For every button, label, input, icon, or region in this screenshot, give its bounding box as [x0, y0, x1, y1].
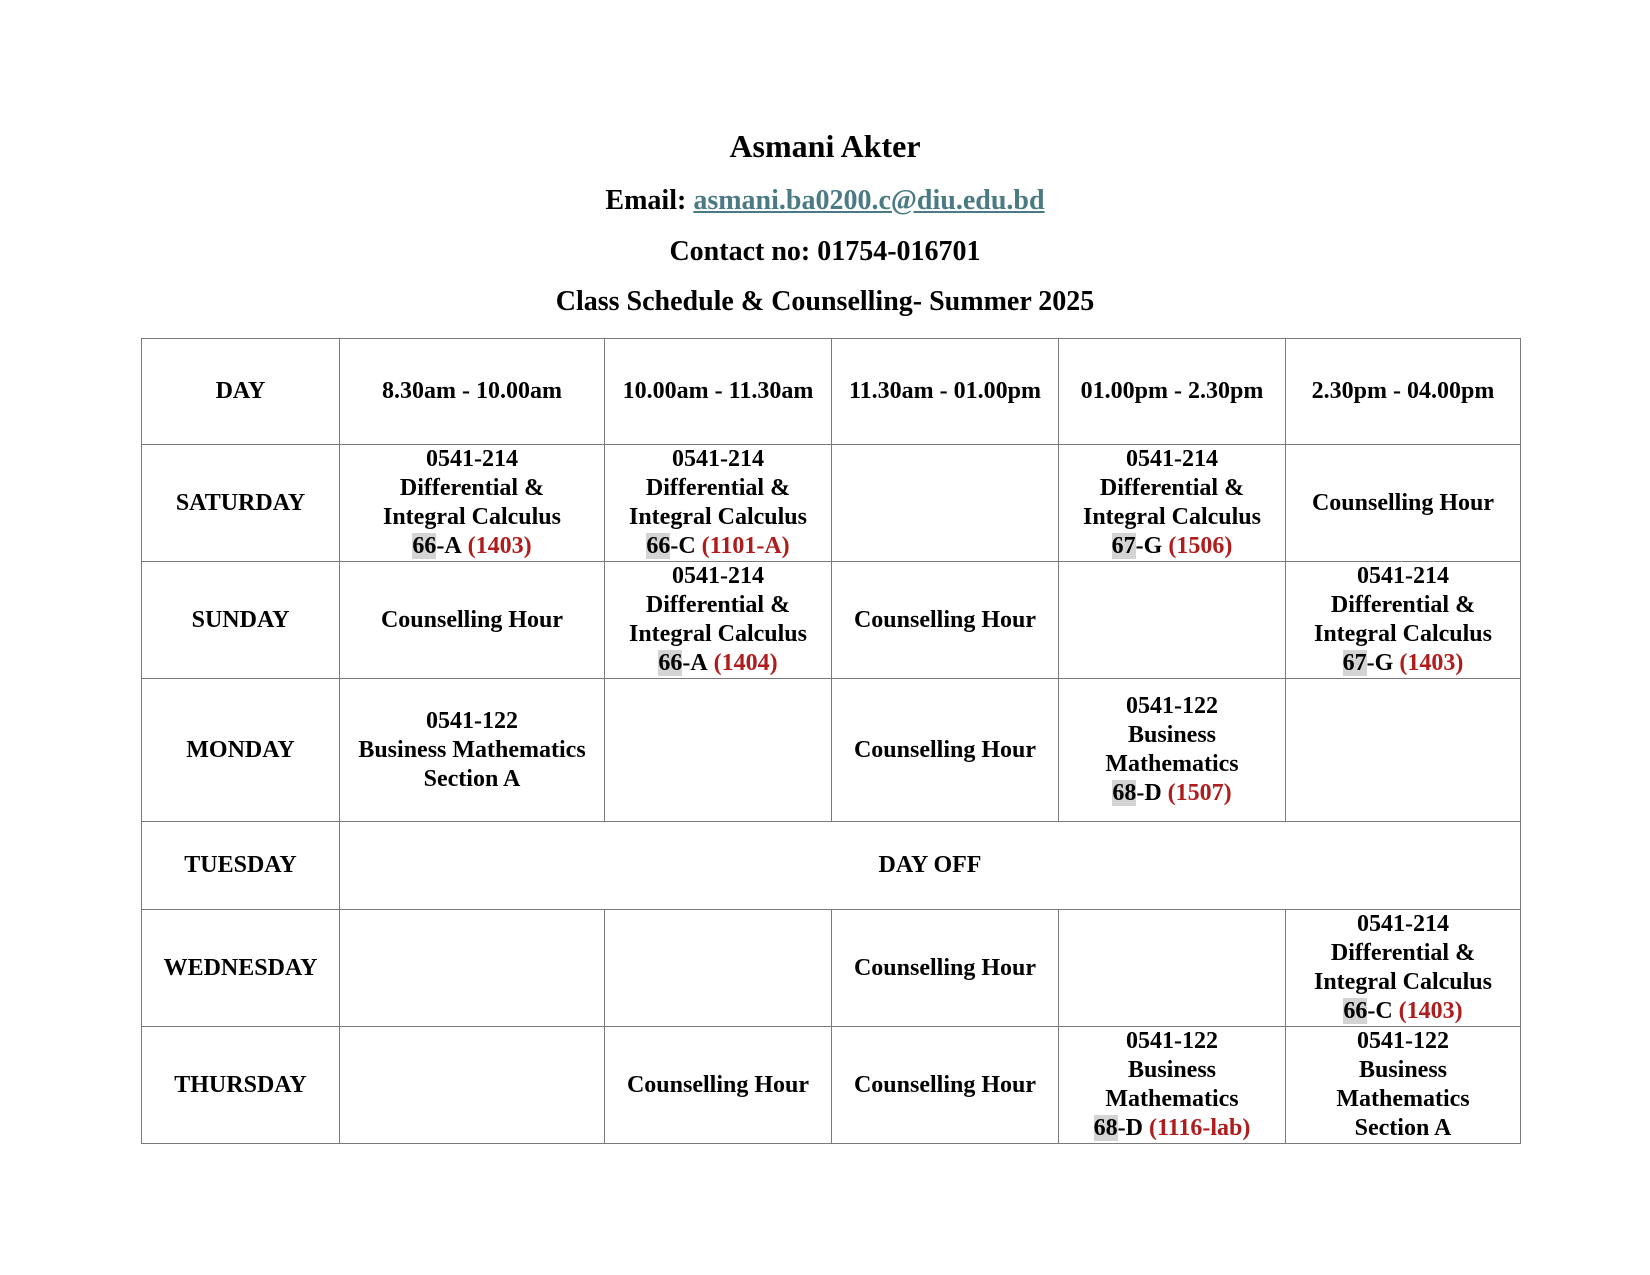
empty-cell: [1059, 562, 1286, 679]
course-name-line: Differential &: [1099, 475, 1245, 501]
class-info: [1290, 910, 1516, 1026]
section-line: [1063, 532, 1281, 561]
schedule-row-sunday: [142, 562, 1521, 679]
schedule-title: Class Schedule & Counselling- Summer 2025: [555, 286, 1095, 317]
course-code: 0541-122: [1126, 693, 1218, 719]
course-code: 0541-122: [1357, 1028, 1449, 1054]
course-name-line: Mathematics: [1105, 751, 1239, 777]
course-name-line: Mathematics: [1105, 1086, 1239, 1112]
room-number: (1403): [467, 533, 532, 559]
class-cell: [1286, 1027, 1521, 1144]
day-cell: SATURDAY: [142, 445, 340, 562]
section-line: [609, 532, 827, 561]
email-label: Email:: [605, 185, 694, 216]
course-name-line: Differential &: [645, 592, 791, 618]
section-letter: -D: [1117, 1115, 1143, 1141]
course-name-line: Integral Calculus: [1313, 969, 1492, 995]
schedule-row-saturday: [142, 445, 1521, 562]
schedule-table: [141, 338, 1521, 1144]
empty-cell: [605, 679, 832, 822]
email-line: [0, 185, 1650, 217]
section-line: [344, 532, 600, 561]
batch-number: 66: [412, 533, 437, 559]
batch-number: 67: [1111, 533, 1136, 559]
course-code: 0541-122: [426, 707, 518, 734]
day-cell: TUESDAY: [142, 822, 340, 910]
day-off-cell: DAY OFF: [340, 822, 1521, 910]
batch-number: 68: [1093, 1115, 1118, 1141]
course-name-line: Business: [1358, 1057, 1448, 1083]
class-info: [344, 707, 600, 794]
room-number: (1403): [1398, 998, 1463, 1024]
schedule-row-wednesday: [142, 910, 1521, 1027]
course-name-line: Differential &: [1330, 592, 1476, 618]
column-header-time: 11.30am - 01.00pm: [832, 339, 1059, 445]
section-line: [1063, 1114, 1281, 1143]
section-line: [1290, 997, 1516, 1026]
section-letter: -G: [1366, 650, 1394, 676]
day-cell: MONDAY: [142, 679, 340, 822]
counselling-hour-cell: Counselling Hour: [1286, 445, 1521, 562]
class-cell: [605, 445, 832, 562]
course-name-line: Differential &: [645, 475, 791, 501]
section-letter: -C: [670, 533, 696, 559]
batch-number: 68: [1112, 780, 1137, 806]
batch-number: 66: [646, 533, 671, 559]
class-info: [1063, 1027, 1281, 1143]
column-header-time: 01.00pm - 2.30pm: [1059, 339, 1286, 445]
class-cell: [1059, 445, 1286, 562]
course-name-line: Integral Calculus: [628, 504, 807, 530]
class-info: [1290, 1027, 1516, 1143]
section-letter: -A: [682, 650, 708, 676]
room-number: (1403): [1399, 650, 1464, 676]
course-name-line: Integral Calculus: [628, 621, 807, 647]
class-cell: [1059, 1027, 1286, 1144]
schedule-row-thursday: [142, 1027, 1521, 1144]
course-code: 0541-214: [672, 446, 764, 472]
course-code: 0541-214: [426, 446, 518, 472]
course-name-line: Business Mathematics: [358, 736, 586, 763]
batch-number: 66: [1343, 998, 1368, 1024]
counselling-hour-cell: Counselling Hour: [832, 562, 1059, 679]
email-link[interactable]: asmani.ba0200.c@diu.edu.bd: [693, 185, 1045, 216]
course-name-line: Differential &: [399, 475, 545, 501]
column-header-day: DAY: [142, 339, 340, 445]
course-code: 0541-214: [1357, 563, 1449, 589]
schedule-row-tuesday: [142, 822, 1521, 910]
course-code: 0541-214: [672, 563, 764, 589]
class-cell: [605, 562, 832, 679]
section-line: Section A: [1354, 1115, 1452, 1141]
room-number: (1101-A): [701, 533, 790, 559]
class-info: [344, 445, 600, 561]
counselling-hour-cell: Counselling Hour: [605, 1027, 832, 1144]
empty-cell: [832, 445, 1059, 562]
contact-line: Contact no: 01754-016701: [669, 236, 981, 267]
course-name-line: Business: [1127, 1057, 1217, 1083]
class-cell: [1286, 562, 1521, 679]
class-cell: [340, 445, 605, 562]
course-name-line: Mathematics: [1336, 1086, 1470, 1112]
section-line: [609, 649, 827, 678]
counselling-hour-cell: Counselling Hour: [832, 910, 1059, 1027]
class-info: [609, 562, 827, 678]
class-cell: [1286, 910, 1521, 1027]
section-letter: -C: [1367, 998, 1393, 1024]
empty-cell: [340, 1027, 605, 1144]
section-letter: -G: [1135, 533, 1163, 559]
counselling-hour-cell: Counselling Hour: [832, 679, 1059, 822]
day-cell: THURSDAY: [142, 1027, 340, 1144]
course-code: 0541-122: [1126, 1028, 1218, 1054]
room-number: (1404): [713, 650, 778, 676]
column-header-time: 10.00am - 11.30am: [605, 339, 832, 445]
class-info: [1063, 692, 1281, 808]
section-letter: -A: [436, 533, 462, 559]
empty-cell: [605, 910, 832, 1027]
counselling-hour-cell: Counselling Hour: [340, 562, 605, 679]
class-cell: [1059, 679, 1286, 822]
instructor-name: Asmani Akter: [729, 128, 921, 164]
section-line: Section A: [423, 765, 521, 792]
empty-cell: [1059, 910, 1286, 1027]
class-info: [1063, 445, 1281, 561]
section-letter: -D: [1136, 780, 1162, 806]
class-cell: [340, 679, 605, 822]
course-name-line: Business: [1127, 722, 1217, 748]
course-code: 0541-214: [1357, 911, 1449, 937]
course-name-line: Integral Calculus: [1313, 621, 1492, 647]
class-info: [609, 445, 827, 561]
course-name-line: Differential &: [1330, 940, 1476, 966]
column-header-time: 2.30pm - 04.00pm: [1286, 339, 1521, 445]
room-number: (1507): [1167, 780, 1232, 806]
header-row: [142, 339, 1521, 445]
column-header-time: 8.30am - 10.00am: [340, 339, 605, 445]
day-cell: SUNDAY: [142, 562, 340, 679]
course-code: 0541-214: [1126, 446, 1218, 472]
day-cell: WEDNESDAY: [142, 910, 340, 1027]
empty-cell: [1286, 679, 1521, 822]
room-number: (1506): [1168, 533, 1233, 559]
course-name-line: Integral Calculus: [382, 504, 561, 530]
section-line: [1290, 649, 1516, 678]
counselling-hour-cell: Counselling Hour: [832, 1027, 1059, 1144]
course-name-line: Integral Calculus: [1082, 504, 1261, 530]
room-number: (1116-lab): [1148, 1115, 1251, 1141]
empty-cell: [340, 910, 605, 1027]
class-info: [1290, 562, 1516, 678]
schedule-row-monday: [142, 679, 1521, 822]
batch-number: 67: [1342, 650, 1367, 676]
section-line: [1063, 779, 1281, 808]
batch-number: 66: [658, 650, 683, 676]
